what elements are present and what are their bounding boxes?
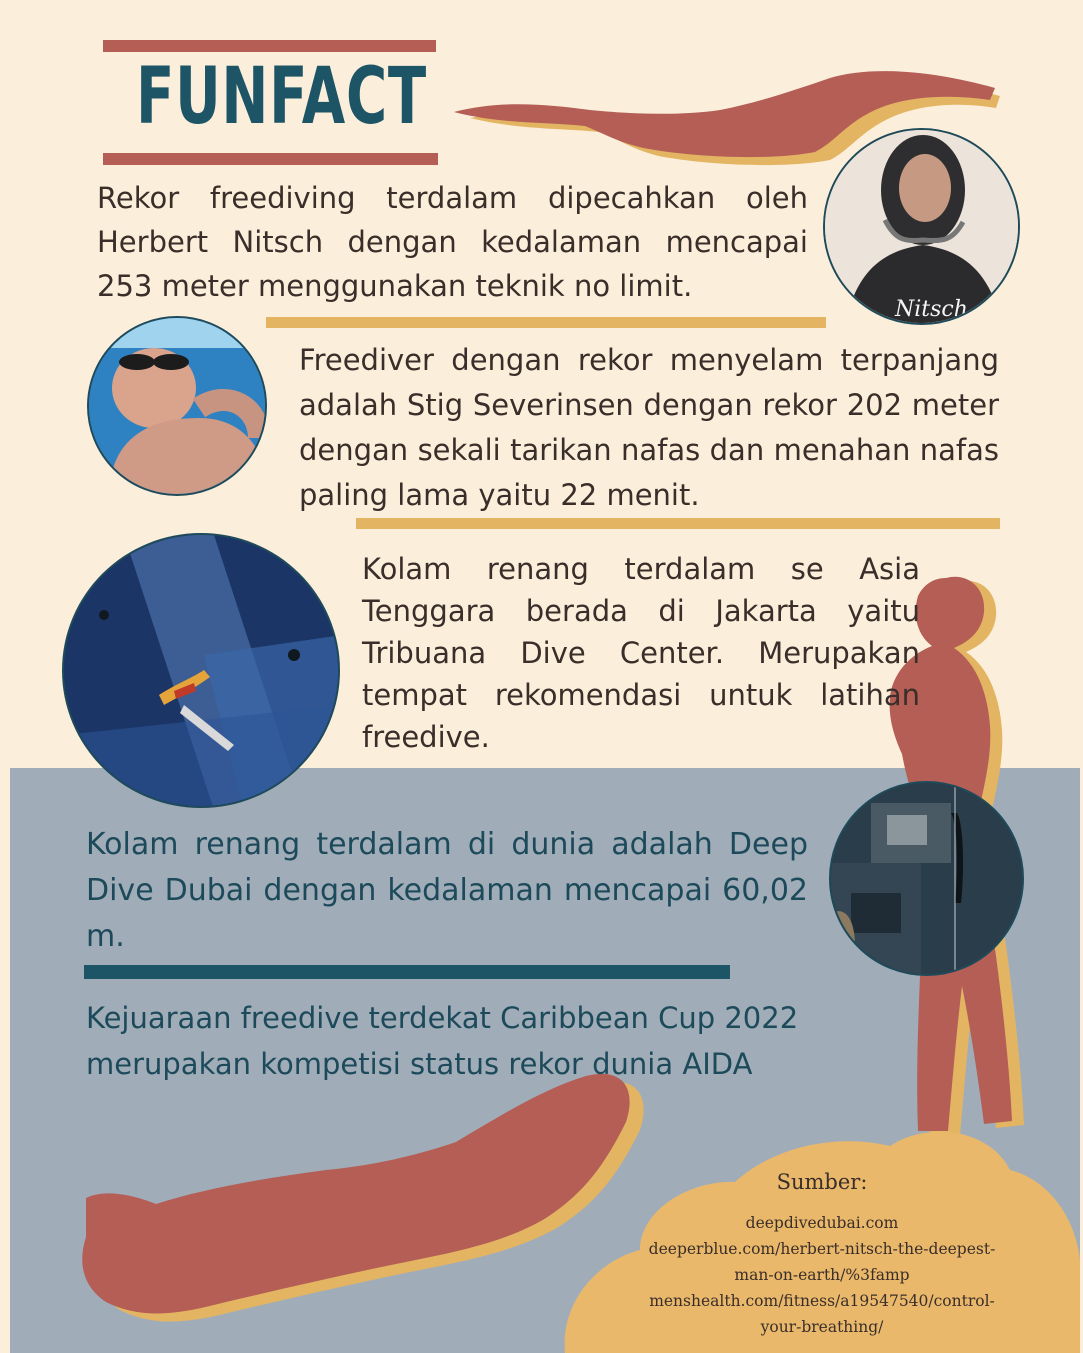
source-link: man-on-earth/%3famp [734,1266,910,1284]
deep-dive-dubai-photo [829,781,1024,976]
divider-1 [266,317,826,328]
fact-2-text: Freediver dengan rekor menyelam terpanjang adalah Stig Severinsen dengan rekor 202 meter dengan sekali tarikan nafas dan menahan nafas paling lama yaitu 22 menit. [299,343,999,512]
fact-1-text: Rekor freediving terdalam dipecahkan oleh Herbert Nitsch dengan kedalaman mencapai 253 meter menggunakan teknik no limit. [97,181,808,303]
source-link: deepdivedubai.com [745,1214,899,1232]
source-link: deeperblue.com/herbert-nitsch-the-deepest- [648,1240,996,1258]
title-bar-top [103,40,436,52]
fact-5-text: Kejuaraan freedive terdekat Caribbean Cup 2022 merupakan kompetisi status rekor dunia AIDA [86,1001,799,1081]
tribuana-pool-photo [62,533,340,808]
source-link: your-breathing/ [760,1318,884,1336]
page-title: FUNFACT [136,52,427,142]
divider-3 [84,965,730,979]
suit-logo-text: Nitsch [895,297,968,322]
fact-4-text: Kolam renang terdalam di dunia adalah Deep Dive Dubai dengan kedalaman mencapai 60,02 m. [86,827,808,954]
stig-severinsen-photo [87,316,267,496]
sources-heading: Sumber: [776,1170,868,1194]
herbert-nitsch-photo [823,128,1020,325]
sources-block [610,1170,1034,1340]
title-bar-bottom [103,153,438,165]
fact-3-text: Kolam renang terdalam se Asia Tenggara berada di Jakarta yaitu Tribuana Dive Center. Merupakan tempat rekomendasi untuk latihan freedive. [362,552,920,754]
divider-2 [356,518,1000,529]
source-link: menshealth.com/fitness/a19547540/control- [649,1292,995,1310]
